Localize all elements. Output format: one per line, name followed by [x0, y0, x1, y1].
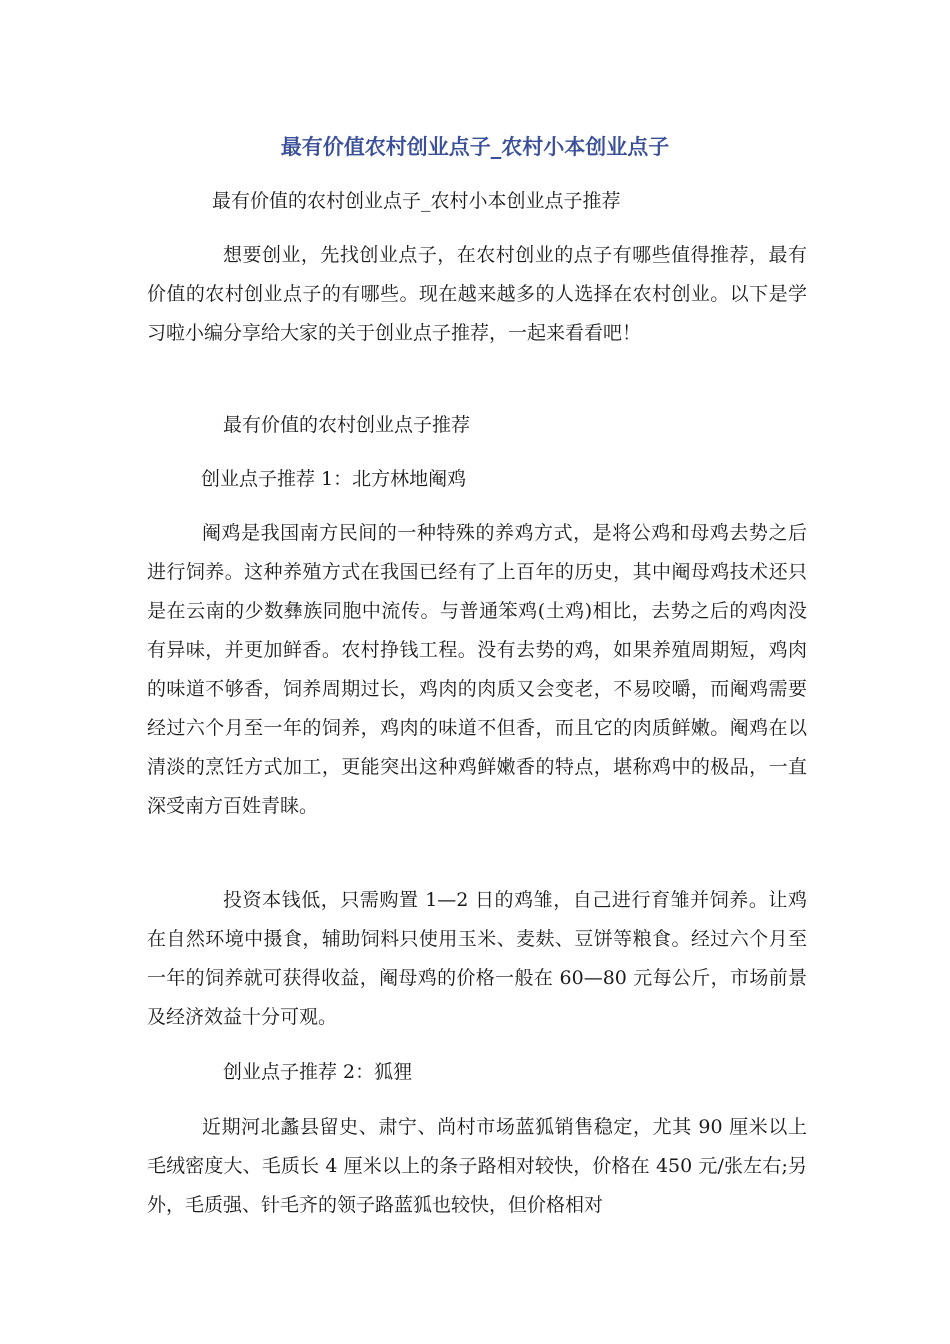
- section-heading: 最有价值的农村创业点子推荐: [223, 414, 471, 436]
- idea2-heading: 创业点子推荐 2：狐狸: [223, 1061, 413, 1083]
- idea1-paragraph-1: 阉鸡是我国南方民间的一种特殊的养鸡方式，是将公鸡和母鸡去势之后进行饲养。这种养殖方式在我国已经有了上百年的历史，其中阉母鸡技术还只是在云南的少数彝族同胞中流传。与普通笨鸡(土鸡)相比，去势之后的鸡肉没有异味，并更加鲜香。农村挣钱工程。没有去势的鸡，如果养殖周期短，鸡肉的味道不够香，饲养周期过长，鸡肉的肉质又会变老，不易咬嚼，而阉鸡需要经过六个月至一年的饲养，鸡肉的味道不但香，而且它的肉质鲜嫩。阉鸡在以清淡的烹饪方式加工，更能突出这种鸡鲜嫩香的特点，堪称鸡中的极品，一直深受南方百姓青睐。: [147, 522, 807, 817]
- idea1-paragraph-2: 投资本钱低，只需购置 1—2 日的鸡雏，自己进行育雏并饲养。让鸡在自然环境中摄食，辅助饲料只使用玉米、麦麸、豆饼等粮食。经过六个月至一年的饲养就可获得收益，阉母鸡的价格一般在 60—80 元每公斤，市场前景及经济效益十分可观。: [147, 889, 807, 1028]
- idea1-heading: 创业点子推荐 1：北方林地阉鸡: [201, 468, 467, 490]
- document-title: 最有价值农村创业点子_农村小本创业点子: [280, 135, 670, 159]
- idea2-paragraph-1: 近期河北蠡县留史、肃宁、尚村市场蓝狐销售稳定，尤其 90 厘米以上毛绒密度大、毛质长 4 厘米以上的条子路相对较快，价格在 450 元/张左右;另外，毛质强、针毛齐的领子路蓝狐也较快，但价格相对: [147, 1116, 807, 1216]
- document-subtitle: 最有价值的农村创业点子_农村小本创业点子推荐: [212, 190, 621, 212]
- intro-paragraph: 想要创业，先找创业点子，在农村创业的点子有哪些值得推荐，最有价值的农村创业点子的有哪些。现在越来越多的人选择在农村创业。以下是学习啦小编分享给大家的关于创业点子推荐，一起来看看吧！: [147, 244, 807, 344]
